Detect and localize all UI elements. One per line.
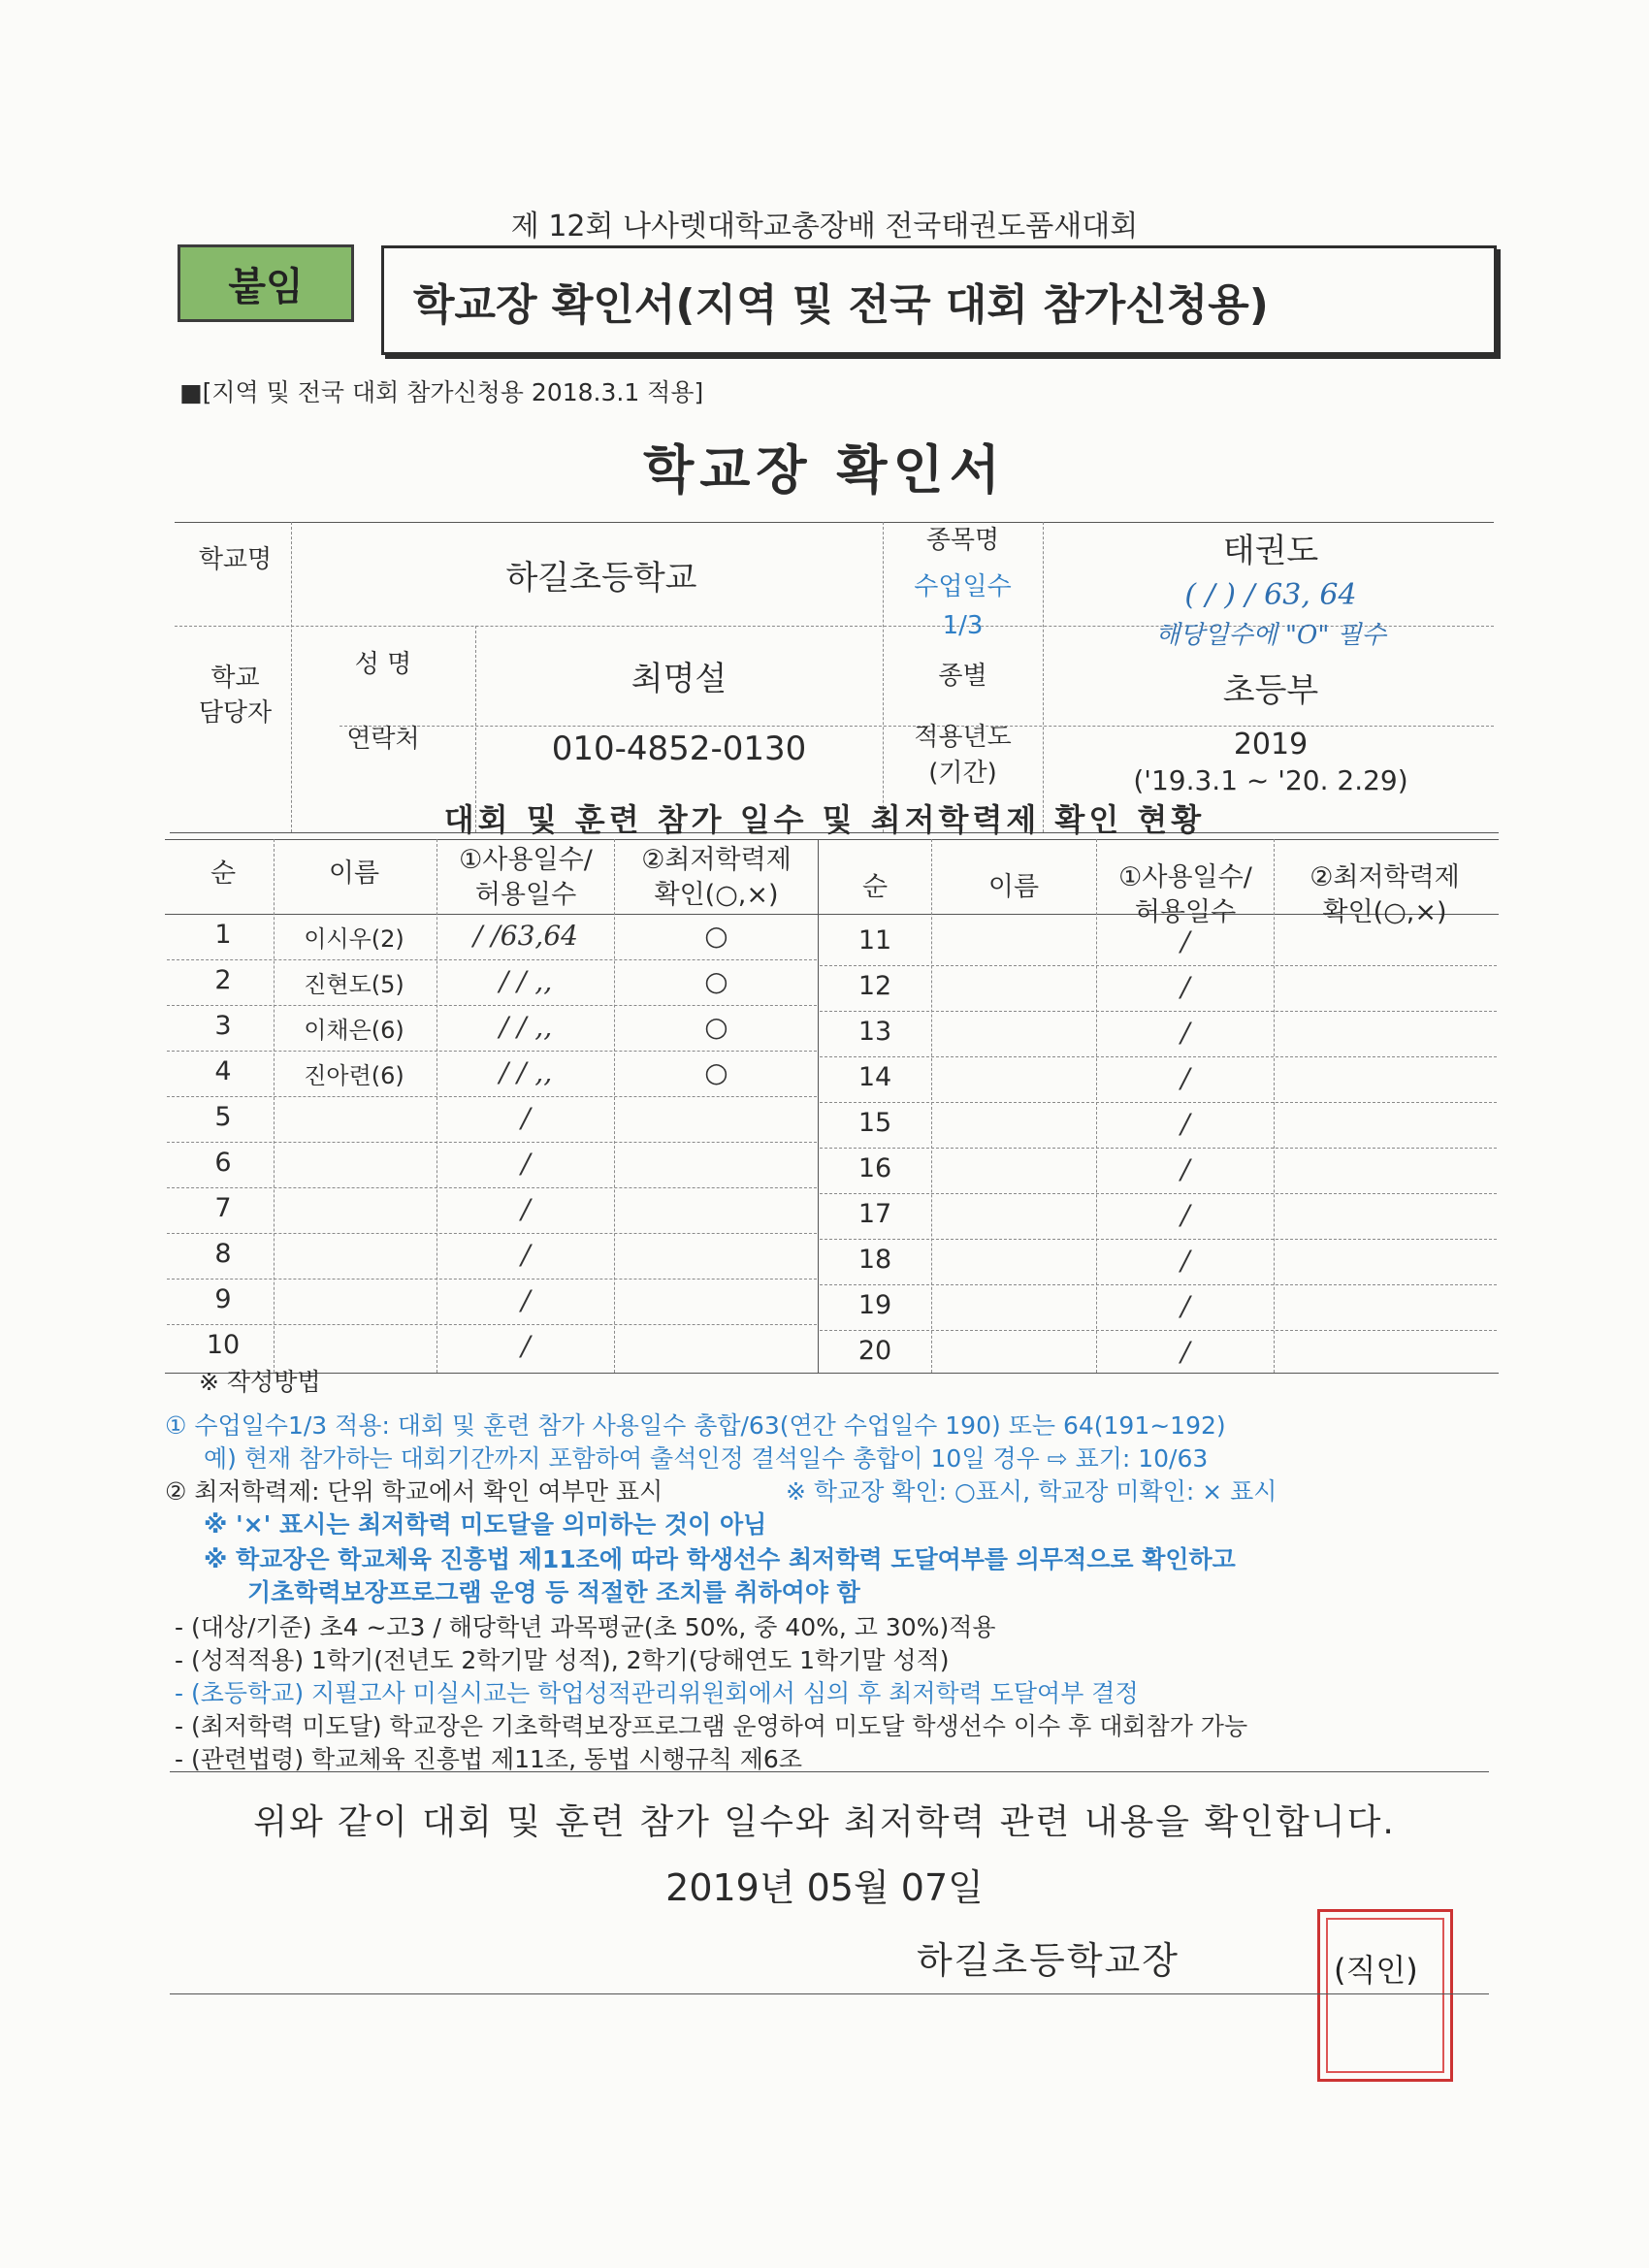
divider [170,1771,1489,1772]
row-divider [167,1096,817,1097]
academic-check: ○ [704,920,728,952]
days-used: / [1180,1062,1190,1094]
days-used: / [1180,1336,1190,1368]
detail-3: - (초등학교) 지필고사 미실시교는 학업성적관리위원회에서 심의 후 최저학력 도달여부 결정 [175,1679,1139,1707]
school-name-value: 하길초등학교 [505,559,697,598]
seal-label: (직인) [1334,1952,1418,1989]
detail-1: - (대상/기준) 초4 ~고3 / 해당학년 과목평균(초 50%, 중 40%, 고 30%)적용 [175,1613,996,1641]
days-used: / [521,1102,531,1134]
divider [1274,839,1275,1373]
days-used: / [1180,1290,1190,1322]
closing-statement: 위와 같이 대회 및 훈련 참가 일수와 최저학력 관련 내용을 확인합니다. [253,1802,1396,1842]
header-academic-right: ②최저학력제 [1310,862,1460,892]
student-name: 진현도(5) [304,971,404,998]
class-days-value: ( / ) / 63, 64 [1184,578,1357,612]
row-number: 14 [857,1062,892,1092]
divider [1043,522,1044,832]
row-divider [167,1051,817,1052]
days-used: / [1180,925,1190,957]
issue-date: 2019년 05월 07일 [665,1866,984,1909]
contact-label: 연락처 [346,725,420,754]
notes-heading: ※ 작성방법 [199,1368,321,1396]
applicability-note: ■[지역 및 전국 대회 참가신청용 2018.3.1 적용] [179,378,704,406]
header-name-right: 이름 [987,872,1040,902]
seal-border [1326,1918,1444,2073]
student-name: 진아련(6) [304,1062,404,1089]
divider [274,839,275,1373]
staff-name-value: 최명설 [630,660,728,698]
sport-label: 종목명 [925,526,1000,555]
header-days: ①사용일수/ [459,845,593,875]
contact-value: 010-4852-0130 [551,729,807,768]
year-label-2: (기간) [928,759,997,788]
row-number: 1 [214,920,232,950]
row-divider [167,959,817,960]
row-number: 17 [857,1199,892,1229]
period-value: ('19.3.1 ~ '20. 2.29) [1133,764,1408,796]
divider [614,839,615,1373]
row-divider [820,1148,1497,1149]
row-number: 13 [857,1017,892,1047]
row-number: 2 [214,965,232,995]
staff-label-2: 담당자 [198,698,273,728]
days-used: / [1180,971,1190,1003]
divider [931,839,932,1373]
row-divider [820,1056,1497,1057]
note-4a: ※ 학교장은 학교체육 진흥법 제11조에 따라 학생선수 최저학력 도달여부를 의무적으로 확인하고 [204,1545,1236,1573]
divider [170,1993,1489,1994]
divider [165,839,1499,840]
academic-check: ○ [704,965,728,997]
division-value: 초등부 [1222,671,1319,710]
row-number: 4 [214,1056,232,1086]
table-title: 대회 및 훈련 참가 일수 및 최저학력제 확인 현황 [443,801,1206,838]
name-label: 성 명 [354,650,412,679]
row-divider [820,1330,1497,1331]
divider [165,1373,1499,1374]
row-number: 12 [857,971,892,1001]
row-divider [167,1233,817,1234]
note-3: ※ '×' 표시는 최저학력 미도달을 의미하는 것이 아님 [204,1510,767,1539]
principal-name: 하길초등학교장 [917,1939,1180,1982]
row-divider [167,1187,817,1188]
divider [175,522,1494,523]
row-number: 8 [214,1239,232,1269]
note-2b: ※ 학교장 확인: ○표시, 학교장 미확인: × 표시 [786,1477,1277,1506]
divider [436,839,437,1373]
note-1a: ① 수업일수1/3 적용: 대회 및 훈련 참가 사용일수 총합/63(연간 수업일수 190) 또는 64(191~192) [165,1411,1226,1440]
main-heading: 학교장 확인서 [643,439,1006,501]
days-used: / [521,1148,531,1180]
days-used: / [521,1239,531,1271]
days-used: / [1180,1017,1190,1049]
row-number: 7 [214,1193,232,1223]
year-value: 2019 [1233,728,1309,761]
row-divider [820,1102,1497,1103]
header-academic-2: 확인(○,×) [654,880,779,910]
note-2a: ② 최저학력제: 단위 학교에서 확인 여부만 표시 [165,1477,663,1506]
row-divider [820,965,1497,966]
divider [291,522,292,832]
days-used: / / ,, [499,1056,553,1088]
row-number: 15 [857,1108,892,1138]
class-days-label: 수업일수 [914,572,1012,601]
row-divider [820,1193,1497,1194]
student-name: 이채은(6) [304,1017,404,1044]
row-divider [820,1284,1497,1285]
divider [1096,839,1097,1373]
row-divider [820,1011,1497,1012]
class-days-ratio: 1/3 [942,611,984,640]
official-seal [1317,1909,1453,2082]
year-label: 적용년도 [914,723,1012,752]
document-title: 학교장 확인서(지역 및 전국 대회 참가신청용) [381,245,1497,355]
row-number: 11 [857,925,892,956]
header-days-right: ①사용일수/ [1118,862,1252,892]
academic-check: ○ [704,1011,728,1043]
note-4b: 기초학력보장프로그램 운영 등 적절한 조치를 취하여야 함 [247,1578,860,1606]
header-no-right: 순 [861,872,889,902]
row-number: 9 [214,1284,232,1314]
note-1b: 예) 현재 참가하는 대회기간까지 포함하여 출석인정 결석일수 총합이 10일 경우 ⇨ 표기: 10/63 [204,1444,1209,1473]
days-used: / / ,, [499,965,553,997]
days-used: / / ,, [499,1011,553,1043]
school-name-label: 학교명 [198,545,273,574]
days-used: / /63,64 [473,920,578,952]
row-number: 10 [206,1330,241,1360]
row-number: 3 [214,1011,232,1041]
row-divider [820,1239,1497,1240]
row-number: 6 [214,1148,232,1178]
row-number: 5 [214,1102,232,1132]
days-used: / [1180,1108,1190,1140]
class-days-note: 해당일수에 "O" 필수 [1155,621,1386,650]
row-divider [167,1005,817,1006]
days-used: / [1180,1199,1190,1231]
header-academic-right-2: 확인(○,×) [1322,897,1447,927]
days-used: / [521,1193,531,1225]
attachment-badge: 붙임 [178,244,354,322]
days-used: / [1180,1153,1190,1185]
row-divider [167,1279,817,1280]
header-days-right-2: 허용일수 [1134,897,1237,927]
row-divider [167,1324,817,1325]
divider [883,522,884,832]
divider [818,839,819,1373]
event-title: 제 12회 나사렛대학교총장배 전국태권도품새대회 [510,210,1139,243]
header-name: 이름 [328,859,380,889]
academic-check: ○ [704,1056,728,1088]
detail-5: - (관련법령) 학교체육 진흥법 제11조, 동법 시행규칙 제6조 [175,1745,802,1773]
row-divider [167,1142,817,1143]
division-label: 종별 [938,662,987,691]
row-number: 20 [857,1336,892,1366]
row-number: 16 [857,1153,892,1183]
days-used: / [1180,1245,1190,1277]
detail-4: - (최저학력 미도달) 학교장은 기초학력보장프로그램 운영하여 미도달 학생선수 이수 후 대회참가 가능 [175,1712,1248,1740]
days-used: / [521,1284,531,1316]
header-academic: ②최저학력제 [641,845,792,875]
row-number: 18 [857,1245,892,1275]
detail-2: - (성적적용) 1학기(전년도 2학기말 성적), 2학기(당해연도 1학기말 성적) [175,1646,950,1674]
days-used: / [521,1330,531,1362]
header-no: 순 [210,859,237,889]
sport-value: 태권도 [1222,532,1319,570]
student-name: 이시우(2) [304,925,404,953]
staff-label: 학교 [210,664,260,693]
row-number: 19 [857,1290,892,1320]
header-days-2: 허용일수 [474,880,577,910]
